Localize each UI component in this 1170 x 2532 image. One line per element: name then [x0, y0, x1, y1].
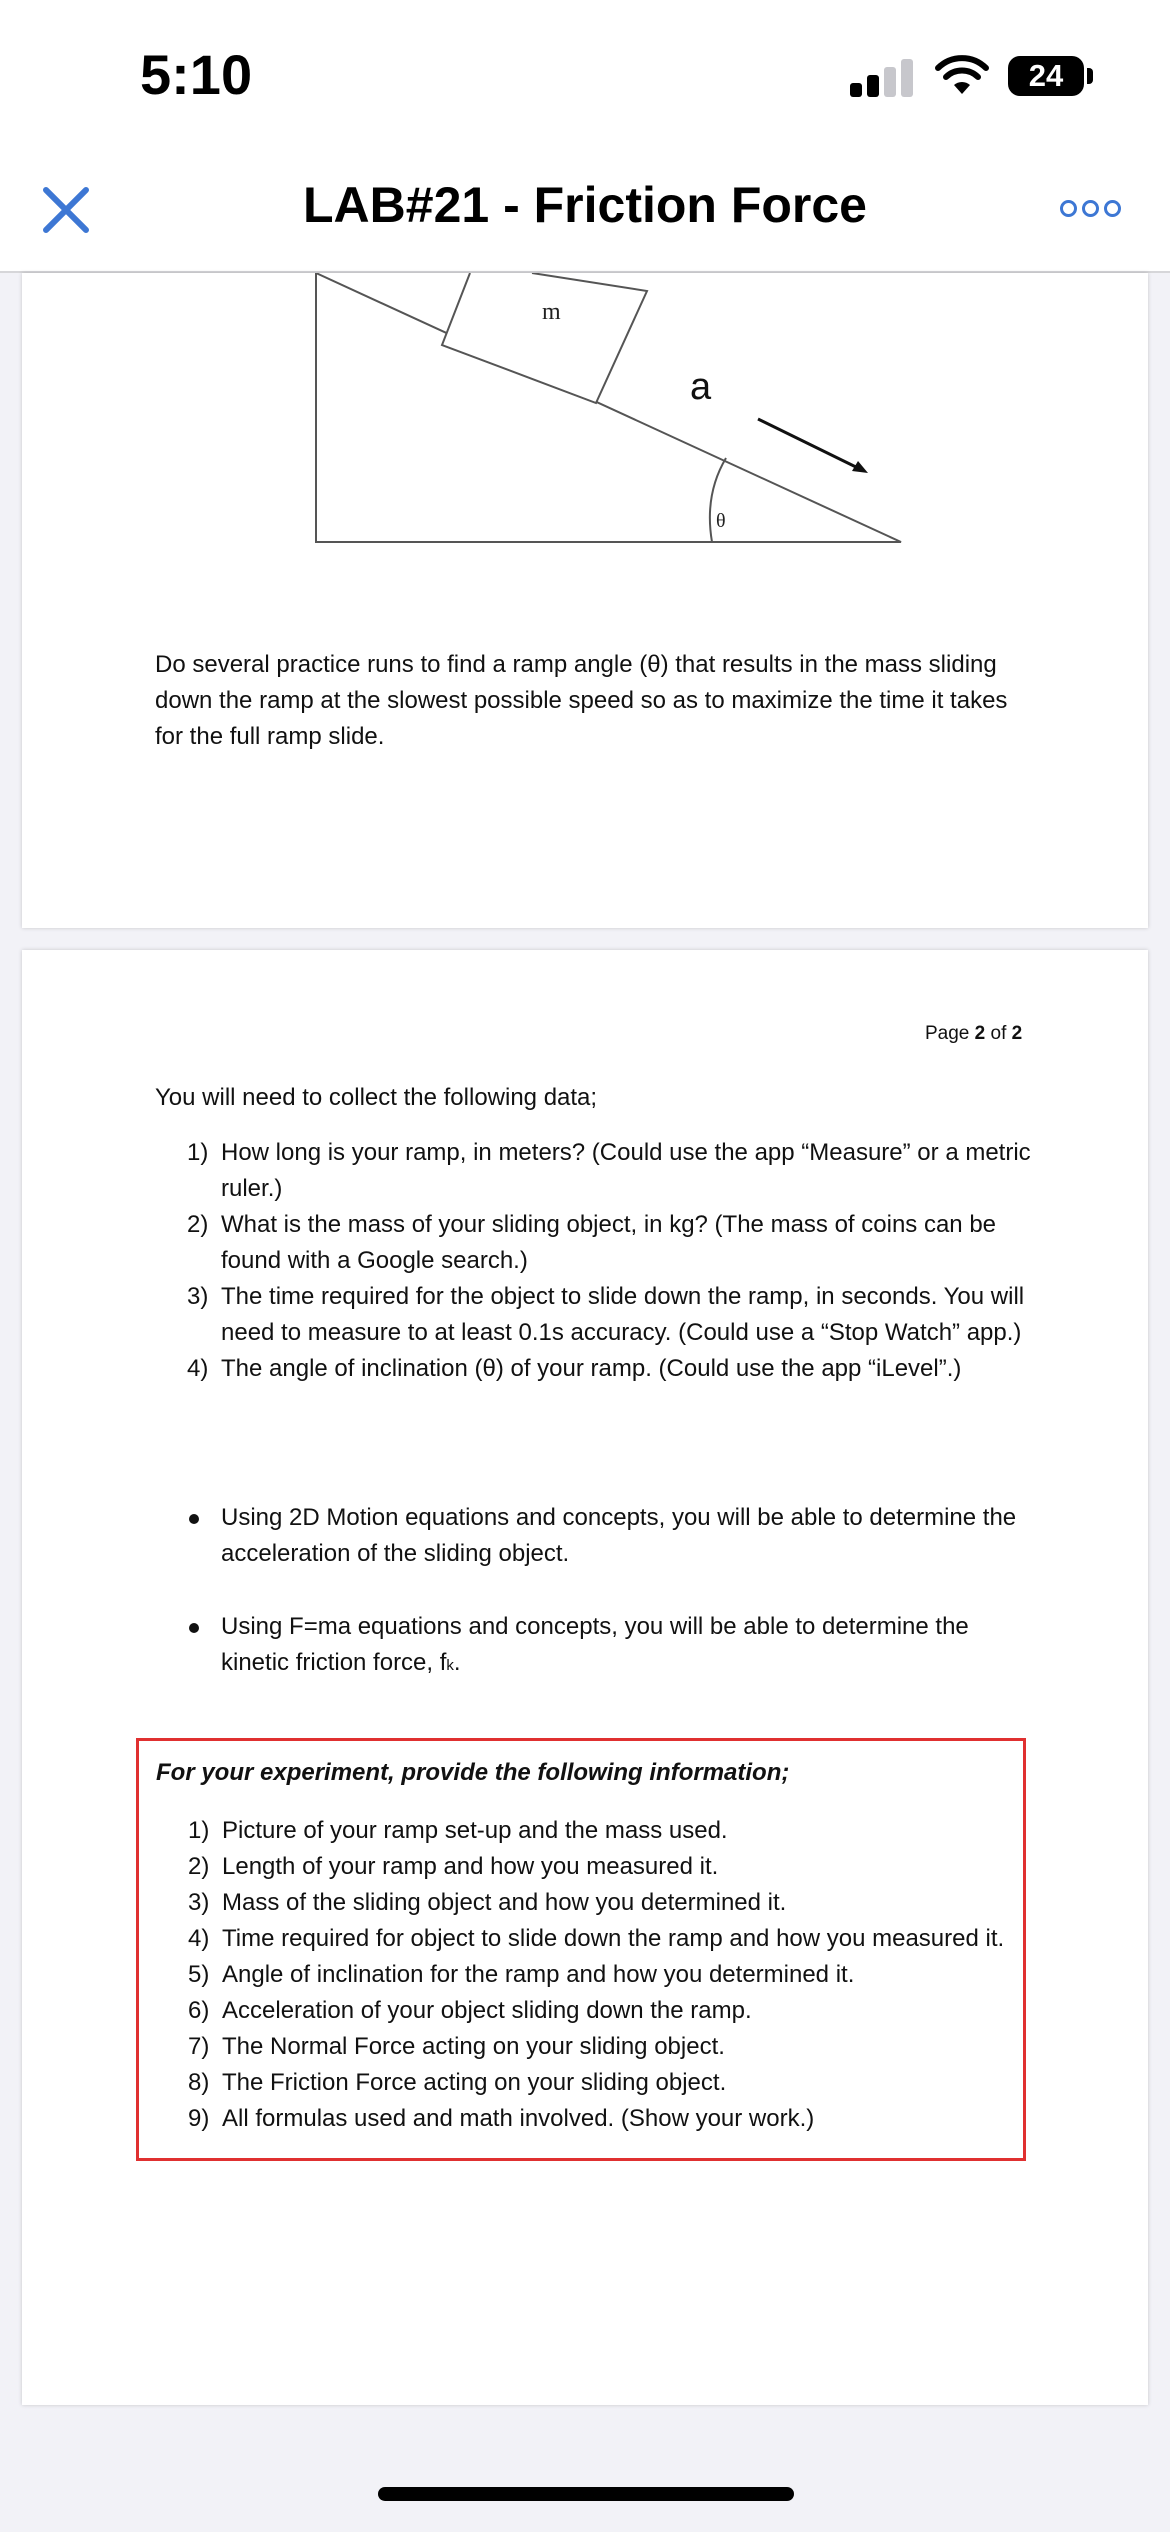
- page-number: [925, 1016, 1022, 1052]
- page-number-prefix: Page: [925, 1023, 975, 1044]
- acceleration-label: a: [690, 366, 712, 408]
- page-number-middle: of: [985, 1023, 1012, 1044]
- list-text: Length of your ramp and how you measured it.: [222, 1853, 719, 1880]
- bullet-text: Using 2D Motion equations and concepts, you will be able to determine the acceleration of the sliding object.: [221, 1504, 1017, 1567]
- mass-label: m: [542, 299, 561, 325]
- list-text: Acceleration of your object sliding down the ramp.: [222, 1997, 752, 2024]
- list-text: Time required for object to slide down the ramp and how you measured it.: [222, 1925, 1005, 1952]
- data-intro: You will need to collect the following data;: [155, 1084, 598, 1111]
- battery-tip: [1087, 68, 1093, 84]
- arrow-head: [852, 461, 868, 473]
- list-item: [156, 1885, 1026, 1921]
- home-indicator[interactable]: [378, 2487, 794, 2501]
- list-item: [156, 1813, 1026, 1849]
- list-text: The angle of inclination (θ) of your ramp. (Could use the app “iLevel”.): [221, 1355, 962, 1382]
- list-number: 2): [188, 1853, 210, 1880]
- list-number: 1): [188, 1817, 210, 1844]
- angle-label: θ: [716, 510, 726, 532]
- list-text: The Normal Force acting on your sliding object.: [222, 2033, 725, 2060]
- document-page-2: [22, 950, 1148, 2405]
- list-item: [156, 2065, 1026, 2101]
- list-item: [155, 1279, 1035, 1351]
- list-number: 9): [188, 2105, 210, 2132]
- instruction-paragraph: Do several practice runs to find a ramp angle (θ) that results in the mass sliding down the ramp at the slowest possible speed so as to maximize the time it takes for the full ramp slide.: [155, 651, 1008, 750]
- bullet-list-1: [155, 1500, 1035, 1572]
- list-item: [156, 1921, 1026, 1957]
- list-text: The Friction Force acting on your sliding object.: [222, 2069, 727, 2096]
- list-text: All formulas used and math involved. (Show your work.): [222, 2105, 815, 2132]
- status-time: 5:10: [140, 43, 253, 106]
- bullet-item: [155, 1609, 1035, 1684]
- list-text: Mass of the sliding object and how you determined it.: [222, 1889, 787, 1916]
- list-text: Angle of inclination for the ramp and how you determined it.: [222, 1961, 855, 1988]
- acceleration-arrow: [758, 419, 860, 469]
- list-number: 1): [187, 1139, 209, 1166]
- list-item: [155, 1135, 1035, 1207]
- sliding-mass-block: [442, 273, 647, 403]
- data-list: [155, 1135, 1035, 1387]
- list-item: [155, 1351, 1035, 1387]
- bullet-item: [155, 1500, 1035, 1572]
- bullet-dot: [189, 1623, 199, 1633]
- page-title: LAB#21 - Friction Force: [303, 177, 867, 233]
- page-number-total: 2: [1011, 1023, 1023, 1044]
- ramp-diagram: [292, 273, 932, 573]
- bullet-dot: [189, 1514, 199, 1524]
- list-text: How long is your ramp, in meters? (Could use the app “Measure” or a metric ruler.): [221, 1139, 1031, 1202]
- status-bar: [0, 0, 1170, 150]
- subscript-k: k: [446, 1657, 454, 1674]
- requirements-title: For your experiment, provide the following information;: [156, 1759, 790, 1786]
- list-text: Picture of your ramp set-up and the mass used.: [222, 1817, 728, 1844]
- bullet-period: .: [453, 1649, 461, 1676]
- list-item: [156, 1993, 1026, 2029]
- list-item: [156, 1849, 1026, 1885]
- list-item: [156, 1957, 1026, 1993]
- document-page-1: [22, 273, 1148, 928]
- list-item: [156, 2029, 1026, 2065]
- list-number: 7): [188, 2033, 210, 2060]
- wifi-icon: [934, 54, 990, 96]
- battery-icon: 24: [1008, 56, 1084, 96]
- nav-bar: [0, 150, 1170, 273]
- list-number: 6): [188, 1997, 210, 2024]
- close-icon[interactable]: [40, 184, 92, 236]
- list-number: 5): [188, 1961, 210, 1988]
- list-number: 8): [188, 2069, 210, 2096]
- requirements-box: [136, 1738, 1026, 2161]
- list-number: 3): [187, 1283, 209, 1310]
- list-number: 4): [188, 1925, 210, 1952]
- bullet-list-2: [155, 1609, 1035, 1684]
- list-number: 4): [187, 1355, 209, 1382]
- list-number: 2): [187, 1211, 209, 1238]
- page-number-current: 2: [974, 1023, 986, 1044]
- list-text: What is the mass of your sliding object, in kg? (The mass of coins can be found with a Google search.): [221, 1211, 997, 1274]
- signal-icon: [850, 57, 916, 97]
- requirements-list: [156, 1813, 1026, 2137]
- list-item: [155, 1207, 1035, 1279]
- list-text: The time required for the object to slide down the ramp, in seconds. You will need to measure to at least 0.1s accuracy. (Could use a “Stop Watch” app.): [221, 1283, 1025, 1346]
- bullet-text: Using F=ma equations and concepts, you will be able to determine the kinetic friction force, f: [221, 1613, 969, 1676]
- list-item: [156, 2101, 1026, 2137]
- more-options-icon[interactable]: [1060, 198, 1122, 222]
- list-number: 3): [188, 1889, 210, 1916]
